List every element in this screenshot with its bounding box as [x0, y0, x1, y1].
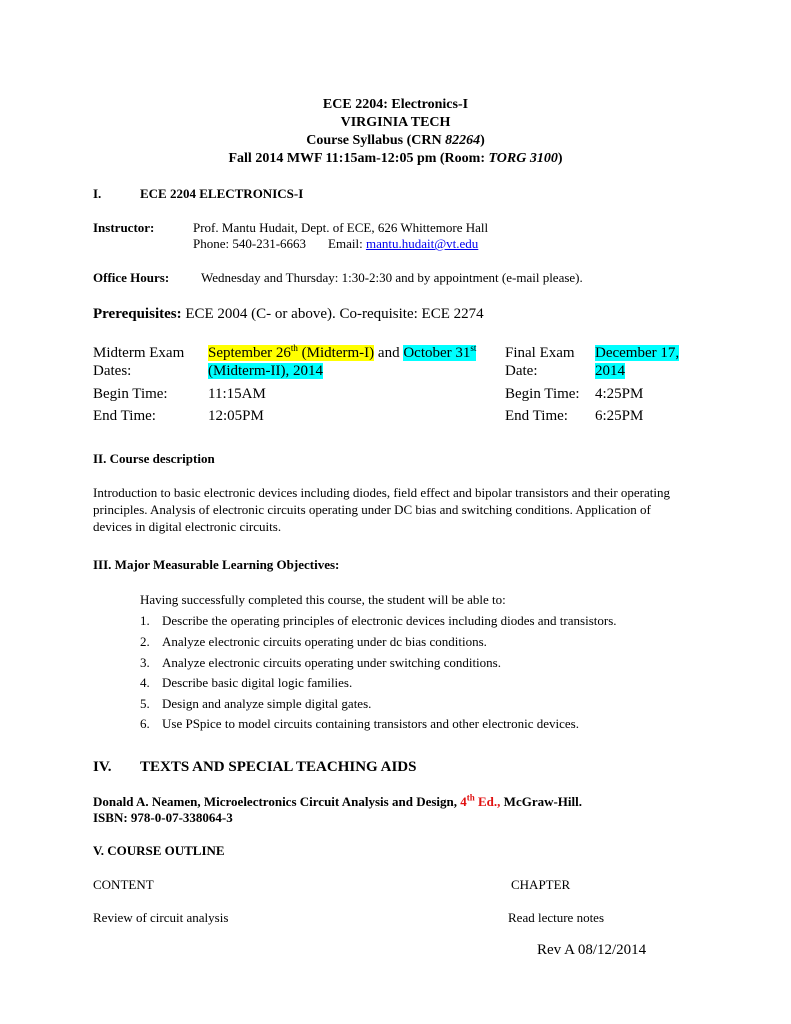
instructor-contact: [193, 236, 478, 252]
midterm-and: and: [374, 345, 404, 361]
section1-title: ECE 2204 ELECTRONICS-I: [140, 186, 304, 201]
section4-numeral: IV.: [93, 759, 112, 775]
objective-text: Describe basic digital logic families.: [162, 675, 353, 690]
objective-item: [140, 634, 487, 650]
instructor-label: Instructor:: [93, 220, 155, 235]
objective-number: 5.: [140, 696, 150, 711]
final-begin-value: 4:25PM: [595, 386, 644, 402]
objective-text: Use PSpice to model circuits containing transistors and other electronic devices.: [162, 716, 579, 731]
midterm2-date-sup: st: [470, 343, 477, 353]
final-date-line2: [595, 362, 625, 380]
objective-item: [140, 675, 352, 691]
midterm1-date-text: September 26: [208, 345, 291, 361]
midterm2-date-text: October 31: [403, 345, 471, 361]
edition-suffix: Ed.,: [474, 794, 501, 809]
midterm2-date: [403, 345, 476, 361]
midterm1-date: [208, 345, 374, 361]
textbook-isbn: ISBN: 978-0-07-338064-3: [93, 810, 233, 825]
office-hours-text: Wednesday and Thursday: 1:30-2:30 and by appointment (e-mail please).: [201, 270, 583, 285]
term-suffix: ): [557, 151, 563, 166]
objective-text: Analyze electronic circuits operating under switching conditions.: [162, 655, 501, 670]
room-number: TORG 3100: [488, 151, 558, 166]
office-hours-label: Office Hours:: [93, 270, 170, 285]
course-title: ECE 2204: Electronics-I: [322, 97, 469, 112]
section5-title: V. COURSE OUTLINE: [93, 843, 225, 858]
final-date-line1: [595, 344, 679, 362]
prerequisites-line: [93, 305, 484, 323]
end-time-value: 12:05PM: [208, 408, 264, 424]
textbook-title: Donald A. Neamen, Microelectronics Circuit Analysis and Design,: [93, 794, 461, 809]
final-begin-label: Begin Time:: [505, 386, 580, 402]
crn-number: 82264: [445, 133, 481, 148]
objective-item: [140, 655, 501, 671]
section3-title: III. Major Measurable Learning Objectives:: [93, 557, 340, 572]
textbook-publisher: McGraw-Hill.: [500, 794, 583, 809]
begin-time-label: Begin Time:: [93, 386, 168, 402]
instructor-name: Prof. Mantu Hudait, Dept. of ECE, 626 Whittemore Hall: [193, 220, 489, 235]
outline-row-content: Review of circuit analysis: [93, 910, 229, 925]
outline-chapter-header: CHAPTER: [511, 877, 571, 892]
course-description: Introduction to basic electronic devices including diodes, field effect and bipolar transistors and their operating principles. Analysis of electronic circuits operating under DC bias and switching conditions. Application of devices in digital electronic circuits.: [93, 485, 670, 534]
objectives-intro: Having successfully completed this course, the student will be able to:: [140, 592, 506, 607]
objective-number: 6.: [140, 716, 150, 731]
instructor-phone: Phone: 540-231-6663: [193, 236, 307, 251]
objective-item: [140, 613, 617, 629]
midterm-dates-line1: [208, 344, 476, 362]
final-label-2: Date:: [505, 363, 538, 379]
objective-text: Design and analyze simple digital gates.: [162, 696, 372, 711]
university-name: VIRGINIA TECH: [340, 115, 451, 130]
end-time-label: End Time:: [93, 408, 156, 424]
section1-numeral: I.: [93, 186, 102, 201]
outline-content-header: CONTENT: [93, 877, 154, 892]
final-date-1: December 17,: [595, 345, 680, 361]
syllabus-prefix: Course Syllabus (CRN: [306, 133, 446, 148]
textbook-line: [93, 794, 582, 810]
term-line: [0, 150, 791, 168]
midterm1-date-sup: th: [290, 343, 298, 353]
email-label: Email:: [328, 236, 363, 251]
midterm-dates-line2: [208, 362, 323, 380]
objective-item: [140, 696, 371, 712]
midterm1-date-suffix: (Midterm-I): [297, 345, 375, 361]
objective-number: 3.: [140, 655, 150, 670]
textbook-edition: [460, 794, 500, 809]
syllabus-suffix: ): [480, 133, 485, 148]
objective-number: 1.: [140, 613, 150, 628]
outline-row-chapter: Read lecture notes: [508, 910, 605, 925]
section4-title: TEXTS AND SPECIAL TEACHING AIDS: [140, 759, 417, 775]
begin-time-value: 11:15AM: [208, 386, 266, 402]
final-label-1: Final Exam: [505, 345, 575, 361]
prerequisites-text: ECE 2004 (C- or above). Co-requisite: ECE 2274: [185, 306, 484, 322]
objective-item: [140, 716, 579, 732]
revision-footer: Rev A 08/12/2014: [537, 942, 647, 958]
email-link[interactable]: mantu.hudait@vt.edu: [365, 236, 479, 251]
objective-text: Describe the operating principles of electronic devices including diodes and transistors.: [162, 613, 617, 628]
final-end-label: End Time:: [505, 408, 568, 424]
section2-title: II. Course description: [93, 451, 215, 466]
objective-number: 2.: [140, 634, 150, 649]
syllabus-line: [0, 132, 791, 150]
term-prefix: Fall 2014 MWF 11:15am-12:05 pm (Room:: [228, 151, 489, 166]
final-end-value: 6:25PM: [595, 408, 644, 424]
midterm-label-2: Dates:: [93, 363, 132, 379]
objective-text: Analyze electronic circuits operating under dc bias conditions.: [162, 634, 487, 649]
final-date-2: 2014: [595, 363, 625, 379]
objective-number: 4.: [140, 675, 150, 690]
prerequisites-label: Prerequisites:: [93, 306, 182, 322]
midterm2-date-suffix: (Midterm-II), 2014: [208, 363, 323, 379]
edition-number: 4: [460, 794, 467, 809]
edition-sup: th: [466, 792, 475, 803]
midterm-label-1: Midterm Exam: [93, 345, 185, 361]
